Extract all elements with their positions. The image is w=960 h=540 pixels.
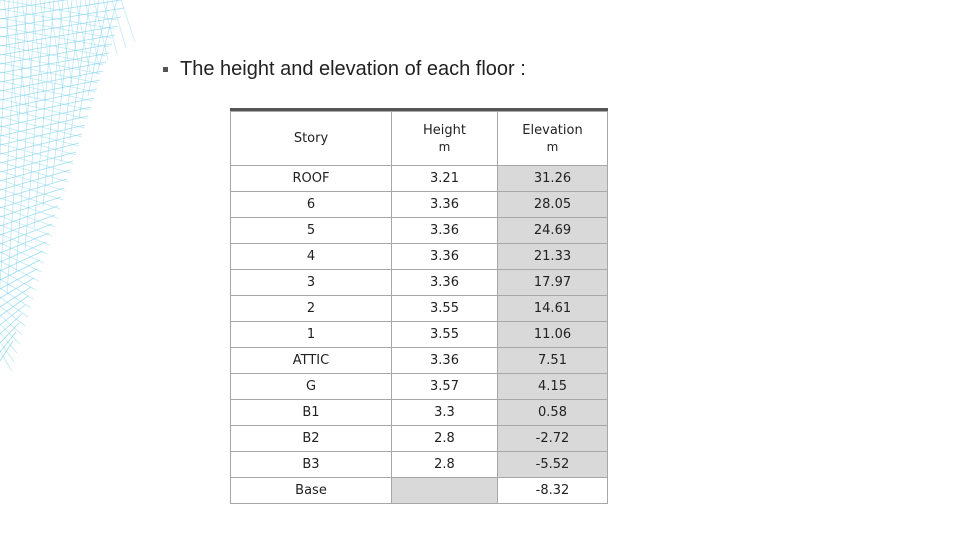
cell-height: 2.8 [392,452,498,478]
wireframe-line [0,188,64,208]
cell-elevation: 17.97 [498,270,608,296]
column-header-height [392,112,498,166]
cell-height: 3.57 [392,374,498,400]
column-header-unit: m [438,139,451,154]
table-row [231,478,608,504]
cell-height: 2.8 [392,426,498,452]
column-header-label: Story [293,130,329,146]
wireframe-line [0,324,20,344]
cell-height: 3.36 [392,218,498,244]
story-table [230,108,608,504]
cell-story: ATTIC [231,348,392,374]
wireframe-line [0,315,23,335]
story-data-table [230,111,608,504]
cell-elevation: 24.69 [498,218,608,244]
cell-story: 1 [231,322,392,348]
wireframe-line [112,0,126,48]
cell-elevation: -5.52 [498,452,608,478]
table-row [231,426,608,452]
table-row [231,192,608,218]
cell-height [392,478,498,504]
wireframe-line [121,0,135,42]
wireframe-line [0,179,67,199]
cell-height: 3.3 [392,400,498,426]
cell-story: Base [231,478,392,504]
cell-height: 3.21 [392,166,498,192]
cell-story: 6 [231,192,392,218]
wireframe-line [0,260,40,280]
column-header-unit: m [546,139,559,154]
cell-elevation: 0.58 [498,400,608,426]
table-row [231,244,608,270]
cell-elevation: 21.33 [498,244,608,270]
wireframe-line [0,152,76,172]
cell-elevation: 31.26 [498,166,608,192]
cell-story: 2 [231,296,392,322]
heading-line [163,58,526,81]
square-bullet-icon [163,67,168,72]
table-row [231,296,608,322]
wireframe-line [0,197,61,217]
wireframe-line [0,342,14,362]
wireframe-line [0,161,73,181]
column-header-story [231,112,392,166]
wireframe-line [0,170,70,190]
cell-story: 3 [231,270,392,296]
cell-height: 3.36 [392,192,498,218]
cell-story: B3 [231,452,392,478]
wireframe-line [4,0,18,120]
table-row [231,218,608,244]
cell-height: 3.55 [392,322,498,348]
table-row [231,374,608,400]
table-row [231,348,608,374]
table-header-row [231,112,608,166]
wireframe-line [0,233,49,253]
wireframe-line [0,143,79,163]
table-row [231,270,608,296]
column-header-elevation [498,112,608,166]
cell-elevation: 7.51 [498,348,608,374]
cell-story: B1 [231,400,392,426]
wireframe-line [0,351,12,371]
table-row [231,166,608,192]
cell-height: 3.55 [392,296,498,322]
cell-story: G [231,374,392,400]
cell-elevation: 4.15 [498,374,608,400]
wireframe-line [0,0,127,19]
table-row [231,400,608,426]
cell-elevation: 11.06 [498,322,608,348]
cell-elevation: 28.05 [498,192,608,218]
wireframe-line [0,251,43,271]
table-row [231,452,608,478]
cell-elevation: -2.72 [498,426,608,452]
cell-height: 3.36 [392,244,498,270]
wireframe-line [0,333,17,353]
cell-story: B2 [231,426,392,452]
column-header-label: Elevation [522,122,583,138]
wireframe-line [0,242,46,262]
cell-story: ROOF [231,166,392,192]
cell-height: 3.36 [392,270,498,296]
heading-text: The height and elevation of each floor : [180,58,526,80]
table-row [231,322,608,348]
wireframe-line [0,269,37,289]
cell-story: 5 [231,218,392,244]
cell-elevation: 14.61 [498,296,608,322]
cell-story: 4 [231,244,392,270]
cell-elevation: -8.32 [498,478,608,504]
cell-height: 3.36 [392,348,498,374]
wireframe-line [0,206,58,226]
wireframe-decoration [0,0,140,380]
column-header-label: Height [423,122,466,138]
